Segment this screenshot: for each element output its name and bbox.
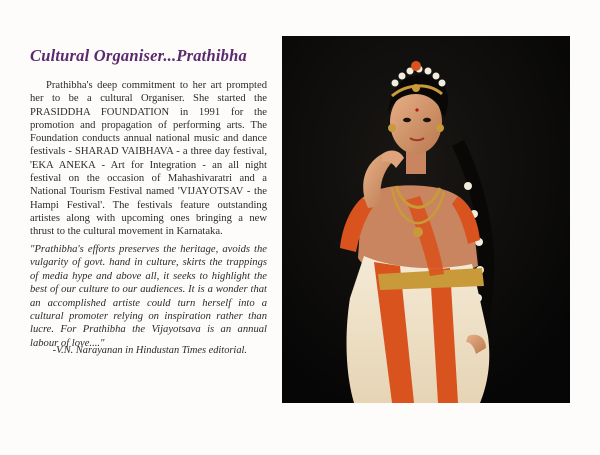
- dancer-photo: [282, 36, 570, 403]
- body-paragraph: Prathibha's deep commitment to her art prompted her to be a cultural Organiser. She started the PRASIDDHA FOUNDATION in 1991 for the promotion and propagation of performing arts. The Foundation conducts annual national music and dance festivals - SHARAD VAIBHAVA - a three day festival, 'EKA ANEKA - Art for Integration - an all night festival on the occasion of Mahashivaratri and a National Tourism Festival named 'VIJAYOTSAV - the Hampi Festival'. The festivals feature outstanding artistes along with upcoming ones bringing a new thrust to the cultural movement in Karnataka.: [30, 80, 267, 238]
- section-heading: Cultural Organiser...Prathibha: [30, 46, 247, 65]
- editorial-quote: "Prathibha's efforts preserves the heritage, avoids the vulgarity of govt. hand in culture, skirts the trappings of media hype and above all, it seeks to highlight the best of our culture to our audiences. It is a wonder that an accomplished artiste could turn herself into a cultural promoter relying on inspiration rather than lucre. For Prathibha the Vijayotsava is an annual labour of love....": [30, 244, 267, 349]
- dancer-illustration: [282, 36, 570, 403]
- quote-attribution: -V.N. Narayanan in Hindustan Times editorial.: [52, 345, 247, 356]
